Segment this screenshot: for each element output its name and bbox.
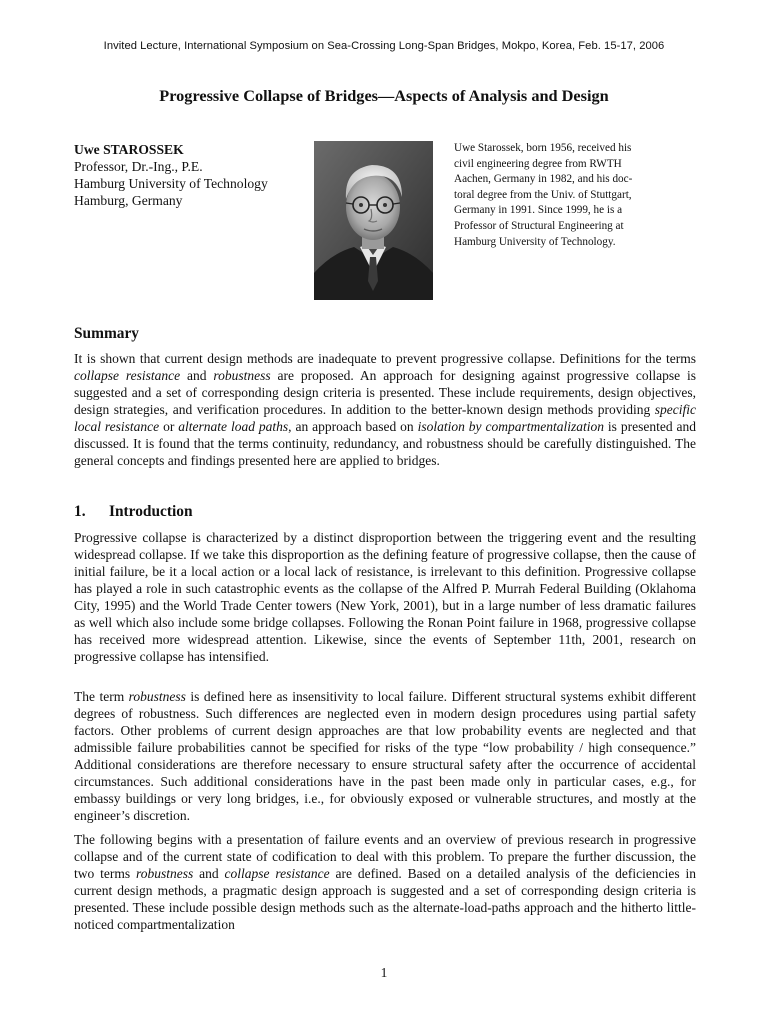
summary-emphasis: isolation by compartmentalization — [417, 419, 604, 434]
summary-text: and — [180, 368, 214, 383]
author-photo — [314, 141, 433, 300]
paper-title: Progressive Collapse of Bridges—Aspects of Analysis and Design — [159, 86, 609, 105]
bio-line: Professor of Structural Engineering at — [454, 219, 624, 232]
summary-text: , an approach based on — [288, 419, 418, 434]
introduction-heading — [74, 503, 193, 521]
summary-text: or — [159, 419, 179, 434]
summary-emphasis: alternate load paths — [178, 419, 289, 434]
intro-emphasis: robustness — [128, 689, 186, 704]
author-position: Professor, Dr.-Ing., P.E. — [74, 159, 203, 174]
summary-text: is presented and discussed. It is found that the terms continuity, redundancy, and robustness should be carefully distinguished. The general concepts and findings presented here are applied to bridges. — [74, 419, 696, 468]
section-number: 1. — [74, 503, 86, 520]
intro-text: is defined here as insensitivity to local failure. Different structural systems exhibit different degrees of robustness. Such differences are neglected even in modern design procedures using partial safety factors. Other problems of current design approaches are that low probability events are neglected and that admissible failure probabilities cannot be specified for risks of the type “low probability / high consequence.” Additional considerations are therefore necessary to ensure structural safety after the occurrence of accidental circumstances. Such additional considerations have in the past been made only in particular cases, e.g., for embassy buildings or very long bridges, i.e., for obviously exposed or vulnerable structures, and mostly at the engineer’s discretion. — [74, 689, 696, 823]
bio-line: toral degree from the Univ. of Stuttgart, — [454, 188, 632, 201]
author-location: Hamburg, Germany — [74, 193, 183, 208]
page-number: 1 — [380, 965, 388, 980]
intro-text: The term — [74, 689, 129, 704]
conference-header: Invited Lecture, International Symposium on Sea-Crossing Long-Span Bridges, Mokpo, Korea, Feb. 15-17, 2006 — [103, 40, 665, 52]
bio-line: Hamburg University of Technology. — [454, 235, 616, 248]
author-affiliation: Hamburg University of Technology — [74, 176, 268, 191]
intro-text: are defined. Based on a detailed analysis of the deficiencies in current design methods, a pragmatic design approach is suggested and a set of corresponding design criteria is presented. These include possible design methods such as the alternate-load-paths approach and the hitherto little-noticed compartmentalization — [74, 866, 696, 932]
author-bio — [454, 141, 694, 250]
summary-heading: Summary — [74, 325, 139, 342]
section-title: Introduction — [109, 503, 193, 520]
intro-text: and — [193, 866, 225, 881]
bio-line: Germany in 1991. Since 1999, he is a — [454, 204, 623, 217]
summary-emphasis: specific local resistance — [74, 402, 696, 434]
summary-text: It is shown that current design methods are inadequate to prevent progressive collapse. Definitions for the terms — [74, 351, 696, 366]
author-name: Uwe STAROSSEK — [74, 142, 184, 157]
intro-text: The following begins with a presentation of failure events and an overview of previous research in progressive collapse and of the current state of codification to deal with this problem. To prepare the further discussion, the two terms — [74, 832, 696, 881]
intro-paragraph-2 — [74, 688, 696, 824]
intro-paragraph-1: Progressive collapse is characterized by a distinct disproportion between the triggering event and the resulting widespread collapse. If we take this disproportion as the defining feature of progressive collapse, then the cause of initial failure, be it a local action or a local lack of resistance, is irrelevant to this definition. Progressive collapse has played a role in such catastrophic events as the collapse of the Alfred P. Murrah Federal Building (Oklahoma City, 1995) and the World Trade Center towers (New York, 2001), but in a large number of less dramatic failures as well which also include some bridge collapses. Following the Ronan Point failure in 1968, progressive collapse has received more widespread attention. Likewise, since the events of September 11th, 2001, research on progressive collapse has intensified. — [74, 530, 696, 664]
bio-line: Aachen, Germany in 1982, and his doc- — [454, 173, 633, 186]
bio-line: Uwe Starossek, born 1956, received his — [454, 142, 632, 154]
summary-emphasis: robustness — [213, 368, 271, 383]
summary-paragraph — [74, 350, 696, 469]
intro-paragraph-3 — [74, 831, 696, 933]
bio-line: civil engineering degree from RWTH — [454, 157, 622, 170]
author-block — [74, 141, 314, 209]
summary-emphasis: collapse resistance — [74, 368, 181, 383]
summary-text: are proposed. An approach for designing against progressive collapse is suggested and a set of corresponding design criteria is presented. These include requirements, design objectives, design strategies, and verification procedures. In addition to the better-known design methods providing — [74, 368, 696, 417]
intro-emphasis: collapse resistance — [224, 866, 330, 881]
intro-emphasis: robustness — [136, 866, 194, 881]
